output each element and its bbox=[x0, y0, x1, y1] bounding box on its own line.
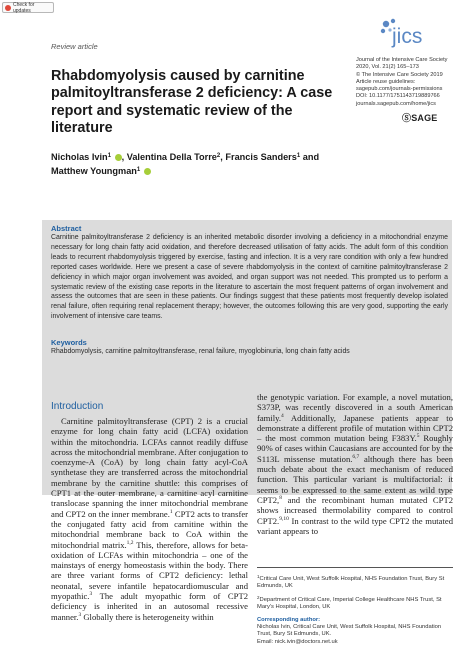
orcid-icon[interactable] bbox=[144, 168, 151, 175]
affiliation-sup: 2 bbox=[216, 153, 221, 159]
journal-logo-text: jics bbox=[392, 25, 423, 48]
citation: 3 bbox=[78, 611, 82, 618]
sage-logo bbox=[402, 111, 438, 124]
citation: 9,10 bbox=[279, 515, 289, 522]
body-paragraph: the genotypic variation. For example, a novel mutation, S373P, was recently discovered in a south American family.$^4$ Additionally, Japanese patients appear to demonstrate a different profile of mutation within CPT2 – the most common mutation being F383Y.$^5$ Roughly 90% of cases within Caucasians are accounted for by the S113L missense mutation.$^{6,7}$ although there has been much debate about the exact mechanism of reduced function. This particular variant is multifactorial: it seems to be expressed to the same extent as wild type CPT2,$^8$ and the recombinant human mutated CPT2 shows increased thermolability compared to control CPT2.$^{9,10}$ In contrast to the wild type CPT2 the mutated variant appears to bbox=[257, 392, 453, 536]
citation: 4 bbox=[281, 412, 284, 419]
keywords-text: Rhabdomyolysis, carnitine palmitoyltransferase, renal failure, myoglobinuria, long chain fatty acids bbox=[51, 348, 350, 355]
body-column-right bbox=[257, 392, 453, 536]
permissions-link[interactable]: sagepub.com/journals-permissions bbox=[356, 86, 443, 93]
publisher-name: SAGE bbox=[411, 113, 438, 123]
affiliation-1: $^1$Critical Care Unit, West Suffolk Hospital, NHS Foundation Trust, Bury St Edmunds, UK bbox=[257, 574, 445, 590]
reuse-guidelines: Article reuse guidelines: bbox=[356, 78, 416, 85]
journal-logo-icon bbox=[378, 16, 458, 48]
sage-mark-icon: Ⓢ bbox=[402, 113, 412, 123]
affiliation-sup: 1 bbox=[296, 153, 301, 159]
citation: 6,7 bbox=[352, 453, 360, 460]
journal-info bbox=[356, 57, 461, 108]
abstract-text: Carnitine palmitoyltransferase 2 deficiency is an inherited metabolic disorder involving a deficiency in a mitochondrial enzyme necessary for long chain fatty acid oxidation, and therefore decreased utilisation of fatty acids. The adult form of this condition leads to recurrent rhabdomyolysis triggered by exercise, fasting and infection. It is a very rare condition with only a few hundred reported cases worldwide. Here we present a case of severe rhabdomyolysis in the context of carnitine palmitoyltransferase 2 deficiency in which major organ involvement was avoided, and organ support was not needed. This prompted us to perform a systematic review of the existing case reports in the literature to ascertain the most frequent patterns of organ involvement and assess the outcomes that are seen in these patients. Our findings suggest that these patients most frequently develop isolated renal failure, often requiring renal replacement therapy; however, the outcomes following this are very good, supporting the early involvement of intensive care teams. bbox=[51, 234, 448, 321]
keywords-heading: Keywords bbox=[51, 338, 87, 347]
journal-home-link[interactable]: journals.sagepub.com/home/jics bbox=[356, 100, 436, 107]
introduction-heading: Introduction bbox=[51, 401, 104, 412]
doi[interactable]: DOI: 10.1177/1751143719889766 bbox=[356, 93, 440, 100]
check-for-updates-label: Check for updates bbox=[13, 1, 35, 14]
footnotes bbox=[257, 573, 453, 646]
abstract-heading: Abstract bbox=[51, 224, 82, 233]
author-name[interactable]: Nicholas Ivin bbox=[51, 152, 108, 162]
corresponding-author-address: Nicholas Ivin, Critical Care Unit, West Suffolk Hospital, NHS Foundation Trust, Bury St Edmunds, UK. bbox=[257, 624, 442, 638]
corresponding-author-email[interactable]: Email: nick.ivin@doctors.net.uk bbox=[257, 638, 338, 645]
author-list: Nicholas Ivin$^1$ , Valentina Della Torre$^2$, Francis Sanders$^1$ and Matthew Youngman$^1$ bbox=[51, 152, 320, 176]
citation: 1 bbox=[169, 508, 173, 515]
copyright: © The Intensive Care Society 2019 bbox=[356, 71, 443, 78]
citation: 5 bbox=[416, 433, 420, 440]
crossmark-icon bbox=[5, 5, 11, 11]
citation: 1,2 bbox=[126, 539, 134, 546]
footnote-divider bbox=[257, 567, 453, 568]
affiliation-sup: 1 bbox=[136, 166, 141, 173]
affiliation-sup: 1 bbox=[107, 153, 112, 159]
journal-name: Journal of the Intensive Care Society bbox=[356, 57, 448, 63]
author-conjunction: and bbox=[302, 152, 320, 162]
author-name[interactable]: Francis Sanders bbox=[225, 152, 297, 162]
author-name[interactable]: Matthew Youngman bbox=[51, 165, 137, 176]
orcid-icon[interactable] bbox=[115, 154, 122, 161]
article-type: Review article bbox=[51, 42, 98, 51]
body-column-left bbox=[51, 416, 248, 622]
author-name[interactable]: Valentina Della Torre bbox=[126, 152, 217, 162]
citation: 8 bbox=[279, 495, 282, 502]
body-paragraph: Carnitine palmitoyltransferase (CPT) 2 is a crucial enzyme for long chain fatty acid (LCFA) oxidation within the mitochondria. LCFAs cannot readily diffuse across the mitochondrial membrane. After conjugation to coenzyme-A (CoA) by long chain fatty acyl-CoA synthetase they are transferred across the mitochondrial membrane by the carnitine shuttle: this comprises of CPT1 at the outer membrane, a carnitine acyl carnitine translocase spanning the inner mitochondrial membrane and CPT2 on the inner membrane.$^1$ CPT2 acts to transfer the conjugated fatty acid from carnitine within the mitochondrial membrane back to CoA within the mitochondrial matrix.$^{1,2}$ This, therefore, allows for beta-oxidation of LCFAs within mitochondria – one of the mainstays of energy homeostasis within the body. There are three variant forms of CPT2 deficiency: lethal neonatal, severe infantile hepatocardiomuscular and myopathic.$^3$ The adult myopathic form of CPT2 deficiency is inherited in an autosomal recessive manner.$^3$ Globally there is heterogeneity within bbox=[51, 416, 248, 622]
check-for-updates-badge[interactable] bbox=[2, 2, 54, 13]
corresponding-author-heading: Corresponding author: bbox=[257, 616, 321, 623]
affiliation-2: $^2$Department of Critical Care, Imperial College Healthcare NHS Trust, St Mary's Hospital, London, UK bbox=[257, 594, 442, 611]
article-title: Rhabdomyolysis caused by carnitine palmitoyltransferase 2 deficiency: A case report and systematic review of the literature bbox=[51, 68, 333, 136]
journal-logo bbox=[378, 16, 458, 48]
citation: 3 bbox=[89, 591, 93, 598]
journal-volume: 2020, Vol. 21(2) 165–173 bbox=[356, 64, 419, 71]
